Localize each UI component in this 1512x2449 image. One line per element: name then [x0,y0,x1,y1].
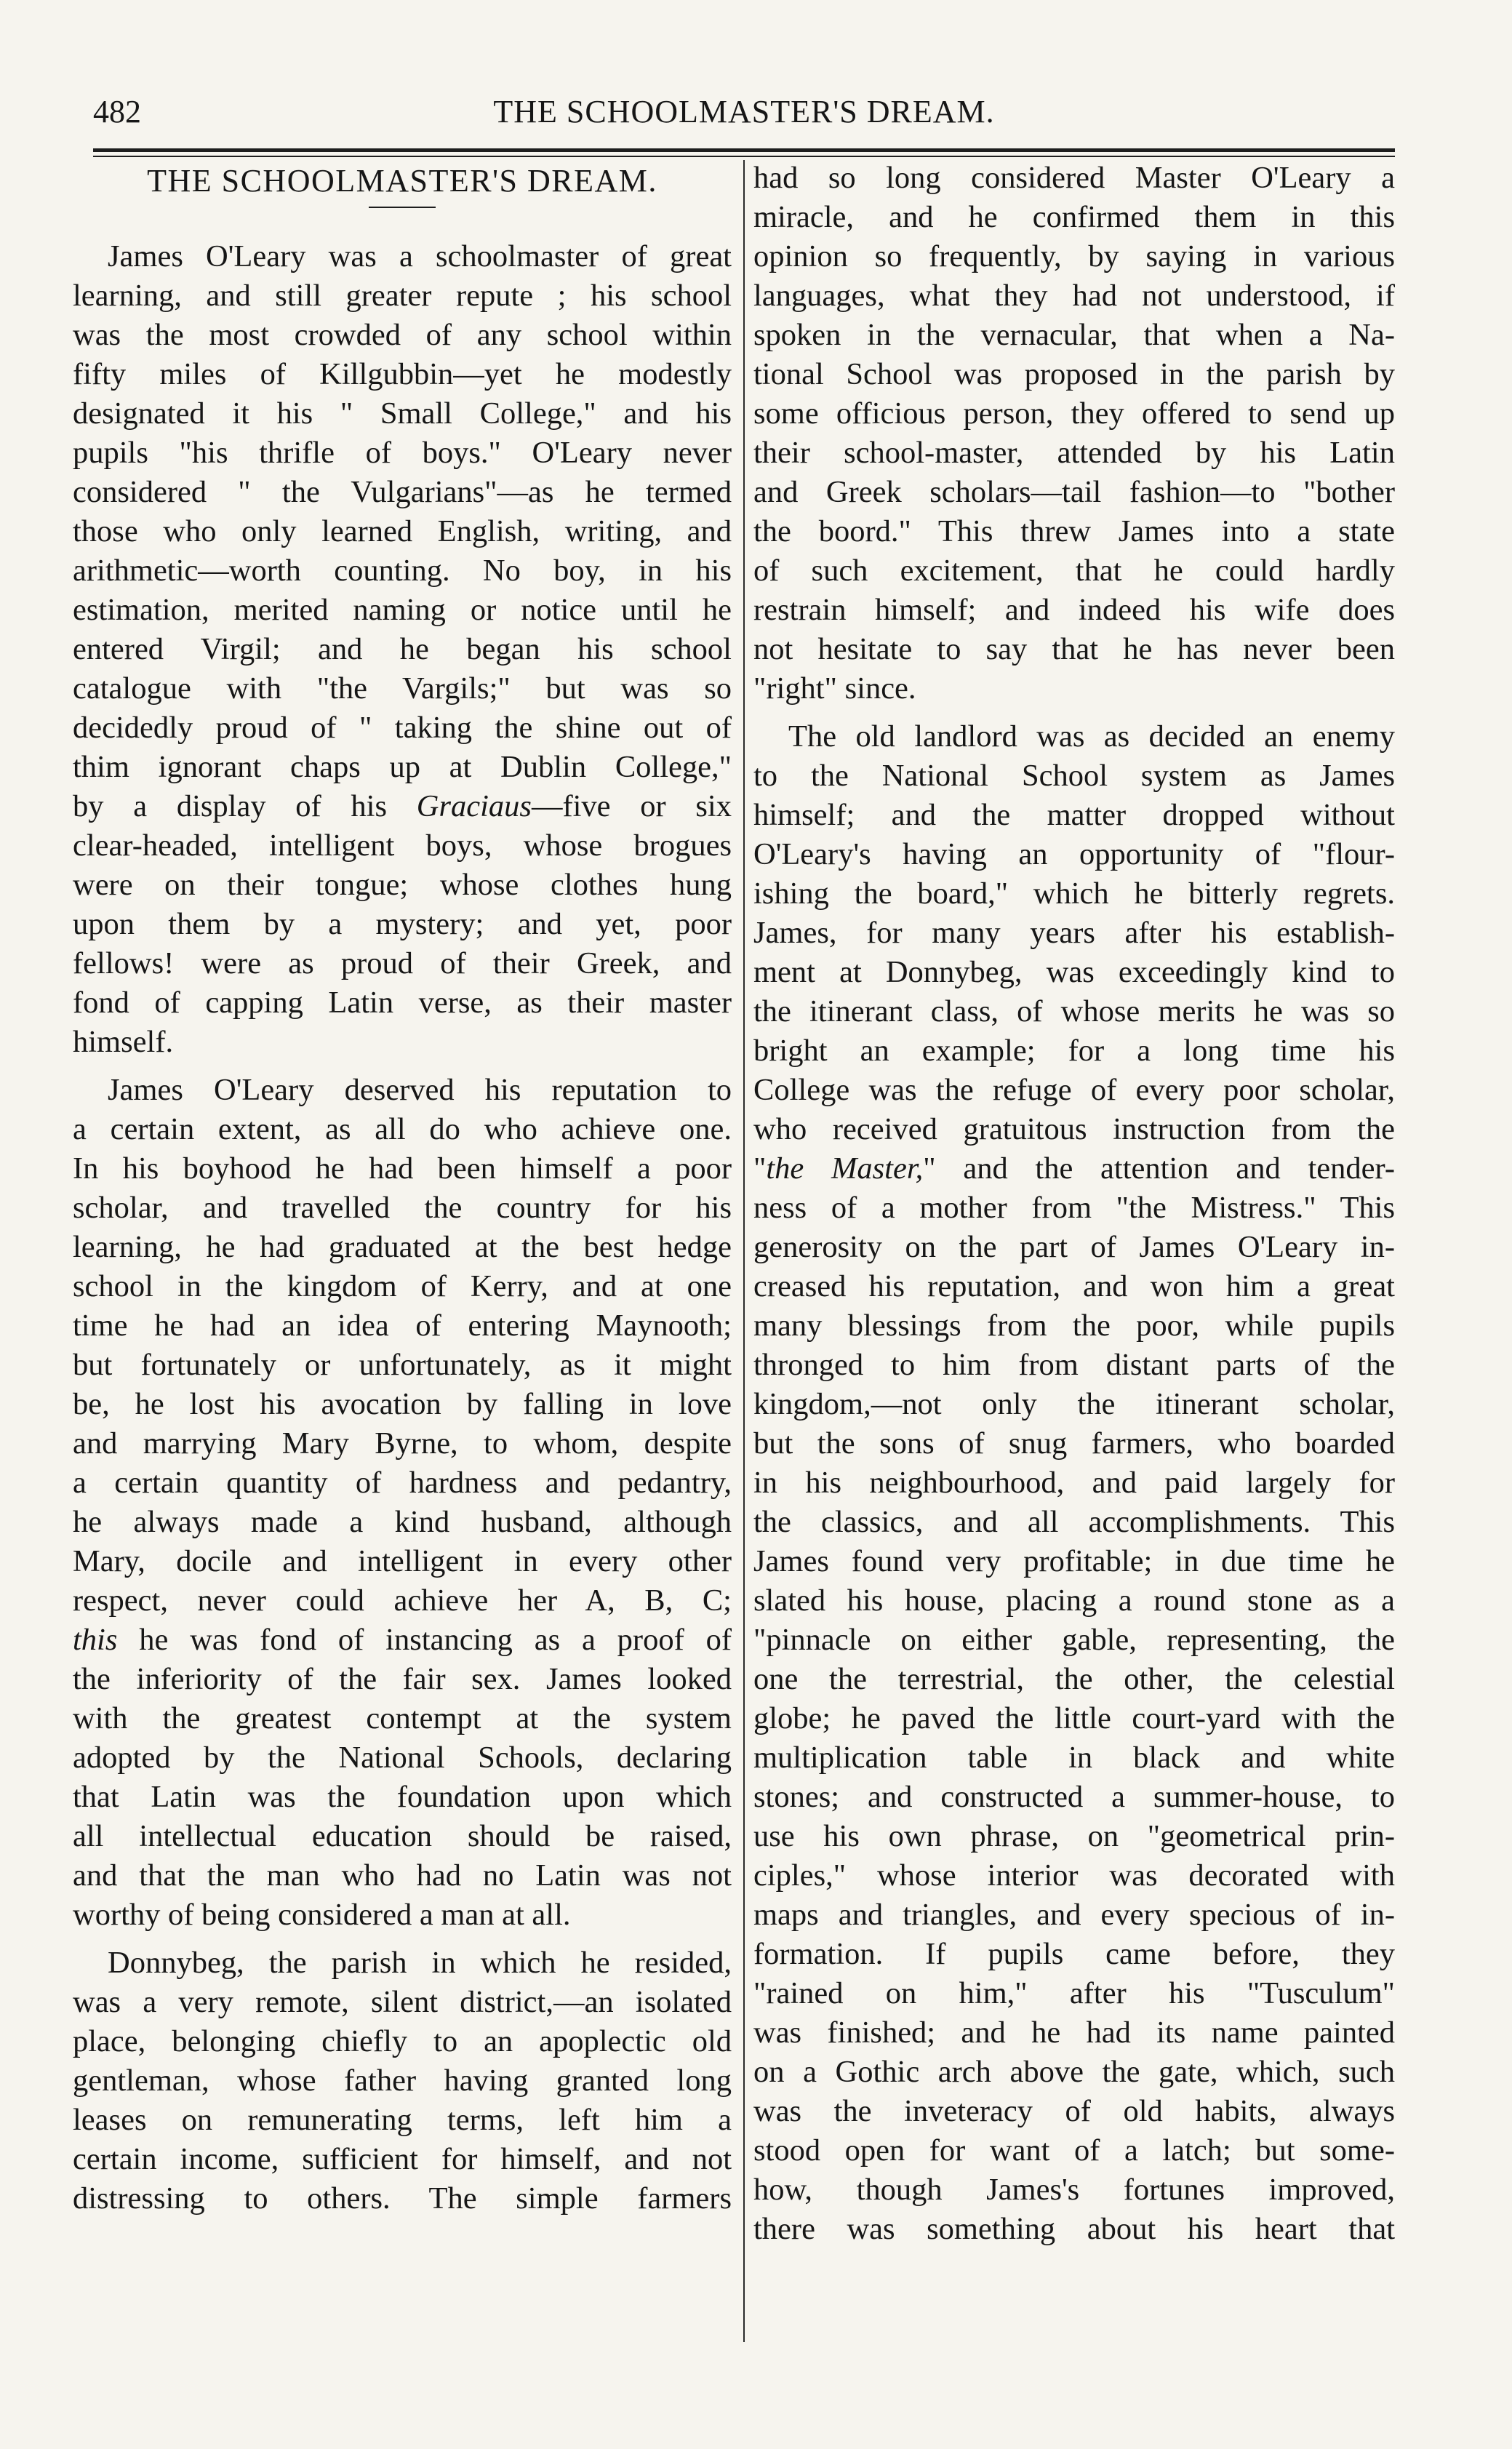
text-line: all intellectual education should be raised, [73,1819,732,1853]
text-line: James, for many years after his establish- [753,916,1395,950]
text-line: fond of capping Latin verse, as their master [73,986,732,1020]
text-line: use his own phrase, on "geometrical prin- [753,1819,1395,1853]
text-line: ment at Donnybeg, was exceedingly kind to [753,955,1395,989]
text-line: bright an example; for a long time his [753,1034,1395,1068]
text-line: school in the kingdom of Kerry, and at one [73,1269,732,1303]
text-line: In his boyhood he had been himself a poor [73,1151,732,1186]
text-line: was the inveteracy of old habits, always [753,2094,1395,2128]
text-line: catalogue with "the Vargils;" but was so [73,671,732,706]
text-run: —five or six [531,789,732,823]
text-line: certain income, sufficient for himself, and not [73,2142,732,2176]
text-line: Mary, docile and intelligent in every other [73,1544,732,1578]
text-line: there was something about his heart that [753,2212,1395,2246]
text-line: leases on remunerating terms, left him a [73,2103,732,2137]
text-line: gentleman, whose father having granted long [73,2064,732,2098]
text-line: distressing to others. The simple farmers [73,2181,732,2216]
text-line: how, though James's fortunes improved, [753,2173,1395,2207]
text-line: of such excitement, that he could hardly [753,554,1395,588]
paragraph-1 [73,237,732,1062]
text-line: arithmetic—worth counting. No boy, in his [73,554,732,588]
text-line: and that the man who had no Latin was not [73,1858,732,1893]
italic-word: Graciaus [416,789,532,823]
text-line: generosity on the part of James O'Leary in- [753,1230,1395,1264]
column-divider [743,160,745,2342]
text-line: kingdom,—not only the itinerant scholar, [753,1387,1395,1421]
text-line: fellows! were as proud of their Greek, and [73,946,732,980]
text-line: be, he lost his avocation by falling in love [73,1387,732,1421]
header-rule-thin [93,156,1395,157]
text-line: miracle, and he confirmed them in this [753,200,1395,234]
running-head [93,93,1395,145]
text-line: those who only learned English, writing, and [73,514,732,548]
text-line: maps and triangles, and every specious of in- [753,1898,1395,1932]
text-line: their school-master, attended by his Latin [753,436,1395,470]
text-line: ness of a mother from "the Mistress." This [753,1191,1395,1225]
paragraph-3 [73,1943,732,2218]
text-line: "rained on him," after his "Tusculum" [753,1976,1395,2010]
text-line: College was the refuge of every poor scholar, [753,1073,1395,1107]
page-number: 482 [93,94,141,129]
text-line: decidedly proud of " taking the shine out of [73,711,732,745]
running-title: THE SCHOOLMASTER'S DREAM. [493,94,995,129]
text-line: respect, never could achieve her A, B, C; [73,1583,732,1618]
text-line: pupils "his thrifle of boys." O'Leary never [73,436,732,470]
text-line: stood open for want of a latch; but some- [753,2133,1395,2168]
text-line: ciples," whose interior was decorated with [753,1858,1395,1893]
text-line: upon them by a mystery; and yet, poor [73,907,732,941]
text-line: considered " the Vulgarians"—as he termed [73,475,732,509]
left-column [73,159,732,2341]
text-line: clear-headed, intelligent boys, whose brogues [73,828,732,863]
text-line: designated it his " Small College," and his [73,396,732,431]
text-line: himself; and the matter dropped without [753,798,1395,832]
text-line: Donnybeg, the parish in which he resided, [108,1946,732,1980]
text-line: were on their tongue; whose clothes hung [73,868,732,902]
text-line: he always made a kind husband, although [73,1505,732,1539]
paragraph-2 [73,1071,732,1935]
text-line: was the most crowded of any school within [73,318,732,352]
text-line: one the terrestrial, the other, the celestial [753,1662,1395,1696]
text-line: worthy of being considered a man at all. [73,1898,571,1932]
paragraph-5 [753,717,1395,2249]
text-line: time he had an idea of entering Maynooth; [73,1309,732,1343]
text-line: thim ignorant chaps up at Dublin College," [73,750,732,784]
text-line: some officious person, they offered to send up [753,396,1395,431]
text-line [753,1149,1395,1188]
text-line: who received gratuitous instruction from the [753,1112,1395,1146]
text-line: "right" since. [753,671,916,706]
text-line: the inferiority of the fair sex. James looked [73,1662,732,1696]
text-line: learning, and still greater repute ; his school [73,279,732,313]
text-line: estimation, merited naming or notice until he [73,593,732,627]
header-rule [93,148,1395,152]
italic-word: this [73,1623,118,1657]
text-line: many blessings from the poor, while pupils [753,1309,1395,1343]
text-line: thronged to him from distant parts of the [753,1348,1395,1382]
text-line: slated his house, placing a round stone as a [753,1583,1395,1618]
text-line: O'Leary's having an opportunity of "flour- [753,837,1395,871]
title-rule [369,207,436,208]
text-line [73,787,732,826]
text-line: creased his reputation, and won him a great [753,1269,1395,1303]
text-line: the itinerant class, of whose merits he was so [753,994,1395,1028]
text-line: to the National School system as James [753,759,1395,793]
text-line: opinion so frequently, by saying in various [753,239,1395,273]
text-run: " and the attention and tender- [923,1151,1395,1186]
text-line: not hesitate to say that he has never been [753,632,1395,666]
text-line: was a very remote, silent district,—an isolated [73,1985,732,2019]
text-run: " [753,1151,767,1186]
text-line: and Greek scholars—tail fashion—to "bother [753,475,1395,509]
text-line: but fortunately or unfortunately, as it might [73,1348,732,1382]
text-line: in his neighbourhood, and paid largely for [753,1466,1395,1500]
text-line: on a Gothic arch above the gate, which, such [753,2055,1395,2089]
text-line: The old landlord was as decided an enemy [788,719,1395,754]
text-line: was finished; and he had its name painted [753,2015,1395,2050]
text-line: restrain himself; and indeed his wife does [753,593,1395,627]
text-line: adopted by the National Schools, declaring [73,1741,732,1775]
text-line: James O'Leary was a schoolmaster of great [108,239,732,273]
right-column [753,159,1395,2341]
text-line [73,1621,732,1660]
text-line: multiplication table in black and white [753,1741,1395,1775]
text-line: globe; he paved the little court-yard with the [753,1701,1395,1735]
paragraph-4 [753,159,1395,708]
text-line: scholar, and travelled the country for his [73,1191,732,1225]
italic-word: the Master, [766,1151,924,1186]
text-line: with the greatest contempt at the system [73,1701,732,1735]
text-line: formation. If pupils came before, they [753,1937,1395,1971]
text-line: a certain quantity of hardness and pedantry, [73,1466,732,1500]
text-line: had so long considered Master O'Leary a [753,161,1395,195]
text-line: tional School was proposed in the parish by [753,357,1395,391]
text-line: a certain extent, as all do who achieve one. [73,1112,732,1146]
text-line: but the sons of snug farmers, who boarded [753,1426,1395,1461]
text-line: James O'Leary deserved his reputation to [108,1073,732,1107]
text-run: by a display of his [73,789,417,823]
text-line: and marrying Mary Byrne, to whom, despite [73,1426,732,1461]
text-line: the boord." This threw James into a state [753,514,1395,548]
text-line: the classics, and all accomplishments. This [753,1505,1395,1539]
text-line: that Latin was the foundation upon which [73,1780,732,1814]
text-line: spoken in the vernacular, that when a Na- [753,318,1395,352]
text-line: James found very profitable; in due time he [753,1544,1395,1578]
article-title: THE SCHOOLMASTER'S DREAM. [147,163,657,199]
text-line: learning, he had graduated at the best hedge [73,1230,732,1264]
text-run: he was fond of instancing as a proof of [117,1623,732,1657]
text-line: stones; and constructed a summer-house, to [753,1780,1395,1814]
text-line: entered Virgil; and he began his school [73,632,732,666]
text-line: fifty miles of Killgubbin—yet he modestly [73,357,732,391]
text-line: languages, what they had not understood, if [753,279,1395,313]
text-line: ishing the board," which he bitterly regrets. [753,876,1395,911]
text-line: himself. [73,1025,174,1059]
text-line: "pinnacle on either gable, representing, the [753,1623,1395,1657]
text-line: place, belonging chiefly to an apoplectic old [73,2024,732,2058]
